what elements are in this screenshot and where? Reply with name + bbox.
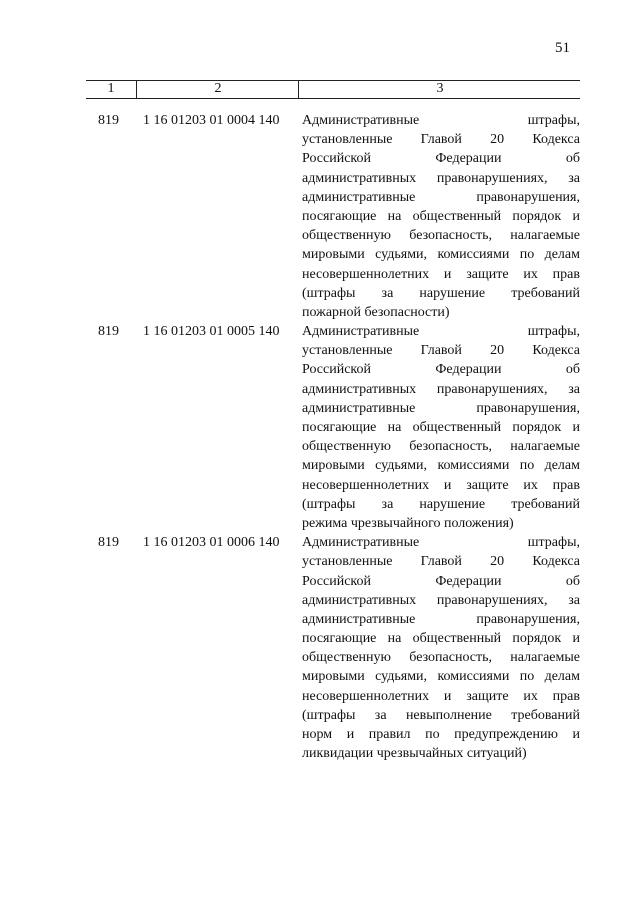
description-line: мировыми судьями, комиссиями по делам [302,247,580,263]
income-description [302,322,580,533]
description-line: Административные штрафы, [302,113,580,128]
description-line: норм и правил по предупреждению и [302,727,580,742]
description-line: административных правонарушениях, за [302,381,580,397]
description-line: общественную безопасность, налагаемые [302,439,580,455]
description-line: Административные штрафы, [302,324,580,340]
description-line: мировыми судьями, комиссиями по делам [302,669,580,685]
income-description [302,111,580,322]
page-number: 51 [555,40,570,56]
header-col-3: 3 [298,81,581,98]
description-line: Административные штрафы, [302,535,580,551]
description-line: установленные Главой 20 Кодекса [302,554,580,570]
description-line: административные правонарушения, [302,611,580,627]
table-row [86,533,580,763]
description-line: общественную безопасность, налагаемые [302,228,580,244]
description-line: несовершеннолетних и защите их прав [302,688,580,704]
table-row [86,111,580,322]
admin-code: 819 [98,113,119,128]
income-description [302,533,580,763]
budget-classification-code: 1 16 01203 01 0004 140 [143,113,280,128]
table-row [86,322,580,533]
description-line: несовершеннолетних и защите их прав [302,477,580,493]
admin-code: 819 [98,324,119,340]
description-line: Российской Федерации об [302,362,580,378]
description-line: установленные Главой 20 Кодекса [302,132,580,148]
header-col-1: 1 [107,81,115,96]
header-col-2: 2 [136,81,299,98]
description-line: (штрафы за нарушение требований [302,496,580,512]
description-line: посягающие на общественный порядок и [302,420,580,435]
description-line: посягающие на общественный порядок и [302,631,580,647]
description-line: (штрафы за нарушение требований [302,285,580,301]
description-line: мировыми судьями, комиссиями по делам [302,458,580,474]
codes-table [86,80,580,763]
budget-classification-code: 1 16 01203 01 0005 140 [143,324,280,340]
description-line: (штрафы за невыполнение требований [302,707,580,723]
budget-classification-code: 1 16 01203 01 0006 140 [143,535,280,551]
description-line: пожарной безопасности) [302,304,450,320]
description-line: установленные Главой 20 Кодекса [302,343,580,359]
description-line: ликвидации чрезвычайных ситуаций) [302,746,527,762]
description-line: административные правонарушения, [302,189,580,205]
description-line: административные правонарушения, [302,400,580,416]
description-line: общественную безопасность, налагаемые [302,650,580,666]
admin-code: 819 [98,535,119,551]
table-body [86,111,580,763]
description-line: Российской Федерации об [302,573,580,589]
description-line: административных правонарушениях, за [302,592,580,608]
table-header [86,80,580,99]
description-line: административных правонарушениях, за [302,170,580,186]
description-line: посягающие на общественный порядок и [302,208,580,224]
description-line: режима чрезвычайного положения) [302,515,514,531]
description-line: несовершеннолетних и защите их прав [302,266,580,282]
description-line: Российской Федерации об [302,151,580,167]
